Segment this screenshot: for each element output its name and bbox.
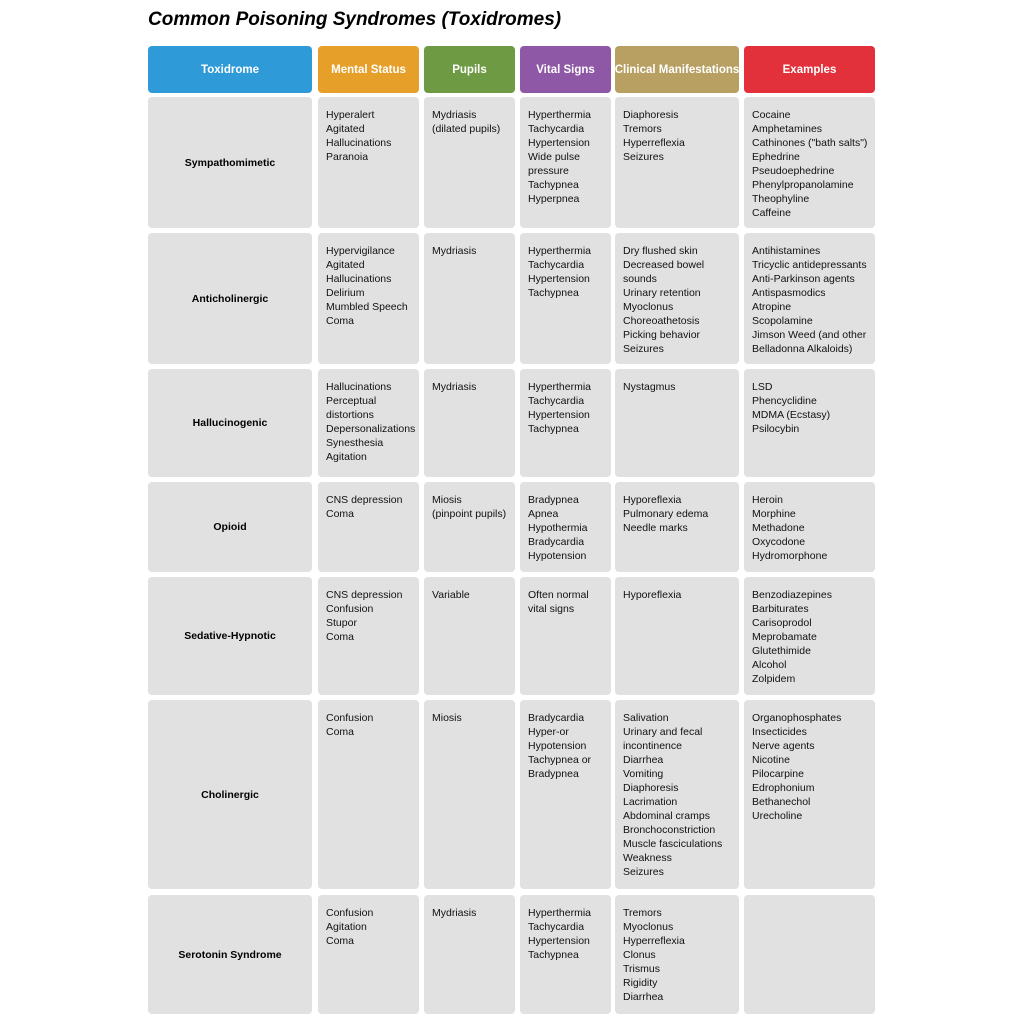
cell-line: Hypertension	[528, 409, 590, 421]
mental-status-cell	[318, 369, 419, 477]
cell-line: Vomiting	[623, 768, 664, 780]
mental-status-cell	[318, 233, 419, 364]
cell-line: Hallucinations	[326, 381, 392, 393]
cell-line: CNS depression	[326, 589, 403, 601]
cell-line: Abdominal cramps	[623, 810, 710, 822]
cell-line: distortions	[326, 409, 374, 421]
clinical-manifestations-cell	[615, 369, 739, 477]
cell-line: LSD	[752, 381, 773, 393]
cell-line: Tachycardia	[528, 259, 585, 271]
cell-line: Tricyclic antidepressants	[752, 259, 867, 271]
vital-signs-cell	[520, 482, 611, 572]
pupils-cell	[424, 482, 515, 572]
cell-line: Tachycardia	[528, 921, 585, 933]
cell-line: Miosis	[432, 494, 462, 506]
cell-line: Delirium	[326, 287, 365, 299]
cell-line: Hypertension	[528, 137, 590, 149]
header-toxidrome: Toxidrome	[148, 46, 312, 93]
cell-line: Depersonalizations	[326, 423, 416, 435]
cell-line: Hyperthermia	[528, 907, 592, 919]
cell-line: Hyperreflexia	[623, 935, 685, 947]
cell-line: Tachypnea	[528, 287, 579, 299]
pupils-cell	[424, 97, 515, 228]
row-label-sympathomimetic: Sympathomimetic	[148, 97, 312, 228]
cell-line: Bronchoconstriction	[623, 824, 716, 836]
cell-line: Hyporeflexia	[623, 589, 682, 601]
cell-line: Diarrhea	[623, 754, 664, 766]
cell-line: Rigidity	[623, 977, 658, 989]
cell-line: Trismus	[623, 963, 660, 975]
mental-status-cell	[318, 700, 419, 889]
cell-line: Antispasmodics	[752, 287, 826, 299]
cell-line: Synesthesia	[326, 437, 384, 449]
cell-line: Belladonna Alkaloids)	[752, 343, 853, 355]
cell-line: (pinpoint pupils)	[432, 508, 507, 520]
cell-line: Tachypnea	[528, 949, 579, 961]
cell-line: Theophyline	[752, 193, 810, 205]
cell-line: Wide pulse	[528, 151, 580, 163]
cell-line: vital signs	[528, 603, 575, 615]
cell-line: sounds	[623, 273, 657, 285]
cell-line: Atropine	[752, 301, 792, 313]
cell-line: Edrophonium	[752, 782, 815, 794]
cell-line: Confusion	[326, 712, 374, 724]
cell-line: Pilocarpine	[752, 768, 804, 780]
header-mental-status: Mental Status	[318, 46, 419, 93]
cell-line: Hydromorphone	[752, 550, 828, 562]
cell-line: Hypotension	[528, 740, 587, 752]
cell-line: Coma	[326, 631, 355, 643]
clinical-manifestations-cell	[615, 700, 739, 889]
cell-line: Glutethimide	[752, 645, 811, 657]
cell-line: Bethanechol	[752, 796, 811, 808]
examples-cell	[744, 97, 875, 228]
cell-line: Weakness	[623, 852, 672, 864]
cell-line: Mydriasis	[432, 907, 477, 919]
cell-line: Seizures	[623, 343, 664, 355]
cell-line: Antihistamines	[752, 245, 821, 257]
cell-line: Anti-Parkinson agents	[752, 273, 855, 285]
cell-line: Heroin	[752, 494, 783, 506]
vital-signs-cell	[520, 895, 611, 1014]
header-examples: Examples	[744, 46, 875, 93]
cell-line: Confusion	[326, 907, 374, 919]
cell-line: Hyperreflexia	[623, 137, 685, 149]
cell-line: Seizures	[623, 866, 664, 878]
clinical-manifestations-cell	[615, 895, 739, 1014]
cell-line: Coma	[326, 935, 355, 947]
cell-line: Cocaine	[752, 109, 791, 121]
header-vital-signs: Vital Signs	[520, 46, 611, 93]
cell-line: Insecticides	[752, 726, 807, 738]
cell-line: Mydriasis	[432, 245, 477, 257]
clinical-manifestations-cell	[615, 233, 739, 364]
cell-line: Mydriasis	[432, 381, 477, 393]
vital-signs-cell	[520, 97, 611, 228]
cell-line: Often normal	[528, 589, 589, 601]
mental-status-cell	[318, 895, 419, 1014]
cell-line: Myoclonus	[623, 301, 674, 313]
vital-signs-cell	[520, 369, 611, 477]
row-label-opioid: Opioid	[148, 482, 312, 572]
cell-line: Diaphoresis	[623, 782, 679, 794]
cell-line: Coma	[326, 726, 355, 738]
mental-status-cell	[318, 577, 419, 695]
cell-line: Morphine	[752, 508, 796, 520]
cell-line: Salivation	[623, 712, 669, 724]
cell-line: Miosis	[432, 712, 462, 724]
cell-line: Coma	[326, 315, 355, 327]
cell-line: Perceptual	[326, 395, 377, 407]
cell-line: Muscle fasciculations	[623, 838, 723, 850]
cell-line: Agitation	[326, 921, 367, 933]
clinical-manifestations-cell	[615, 97, 739, 228]
cell-line: Hypertension	[528, 935, 590, 947]
cell-line: Hallucinations	[326, 273, 392, 285]
cell-line: Mumbled Speech	[326, 301, 408, 313]
cell-line: Ephedrine	[752, 151, 800, 163]
page-title: Common Poisoning Syndromes (Toxidromes)	[148, 9, 562, 30]
cell-line: Choreoathetosis	[623, 315, 700, 327]
cell-line: Tachypnea	[528, 423, 579, 435]
clinical-manifestations-cell	[615, 482, 739, 572]
cell-line: Nystagmus	[623, 381, 676, 393]
row-label-sedative-hypnotic: Sedative-Hypnotic	[148, 577, 312, 695]
cell-line: Hypertension	[528, 273, 590, 285]
row-label-cholinergic: Cholinergic	[148, 700, 312, 889]
cell-line: Variable	[432, 589, 470, 601]
cell-line: Hypotension	[528, 550, 587, 562]
cell-line: CNS depression	[326, 494, 403, 506]
cell-line: Decreased bowel	[623, 259, 705, 271]
cell-line: Agitated	[326, 123, 365, 135]
cell-line: pressure	[528, 165, 569, 177]
vital-signs-cell	[520, 577, 611, 695]
cell-line: Confusion	[326, 603, 374, 615]
cell-line: Hyperalert	[326, 109, 375, 121]
cell-line: Agitated	[326, 259, 365, 271]
cell-line: Hyporeflexia	[623, 494, 682, 506]
cell-line: Nicotine	[752, 754, 790, 766]
mental-status-cell	[318, 97, 419, 228]
pupils-cell	[424, 700, 515, 889]
cell-line: Picking behavior	[623, 329, 701, 341]
cell-line: Diarrhea	[623, 991, 664, 1003]
row-label-hallucinogenic: Hallucinogenic	[148, 369, 312, 477]
cell-line: Tremors	[623, 907, 662, 919]
cell-line: Apnea	[528, 508, 559, 520]
cell-line: Tachypnea or	[528, 754, 592, 766]
vital-signs-cell	[520, 233, 611, 364]
cell-line: Hyperthermia	[528, 109, 592, 121]
cell-line: Tachypnea	[528, 179, 579, 191]
cell-line: Phencyclidine	[752, 395, 817, 407]
cell-line: Scopolamine	[752, 315, 813, 327]
cell-line: Phenylpropanolamine	[752, 179, 854, 191]
cell-line: Nerve agents	[752, 740, 815, 752]
examples-cell	[744, 369, 875, 477]
cell-line: Seizures	[623, 151, 664, 163]
pupils-cell	[424, 233, 515, 364]
cell-line: Bradypnea	[528, 494, 579, 506]
examples-cell	[744, 233, 875, 364]
cell-line: Tachycardia	[528, 123, 585, 135]
cell-line: Clonus	[623, 949, 656, 961]
cell-line: Urinary and fecal	[623, 726, 703, 738]
cell-line: Bradypnea	[528, 768, 579, 780]
cell-line: Amphetamines	[752, 123, 823, 135]
header-pupils: Pupils	[424, 46, 515, 93]
cell-line: Caffeine	[752, 207, 791, 219]
cell-line: Benzodiazepines	[752, 589, 832, 601]
cell-line: Hyperpnea	[528, 193, 580, 205]
cell-line: Oxycodone	[752, 536, 806, 548]
cell-line: Pulmonary edema	[623, 508, 709, 520]
cell-line: Tremors	[623, 123, 662, 135]
row-label-serotonin-syndrome: Serotonin Syndrome	[148, 895, 312, 1014]
cell-line: Psilocybin	[752, 423, 800, 435]
cell-line: Methadone	[752, 522, 805, 534]
cell-line: Meprobamate	[752, 631, 817, 643]
cell-line: Urecholine	[752, 810, 803, 822]
cell-line: Hyper-or	[528, 726, 569, 738]
cell-line: Urinary retention	[623, 287, 701, 299]
cell-line: (dilated pupils)	[432, 123, 501, 135]
examples-cell	[744, 700, 875, 889]
cell-line: MDMA (Ecstasy)	[752, 409, 831, 421]
cell-line: Mydriasis	[432, 109, 477, 121]
row-label-anticholinergic: Anticholinergic	[148, 233, 312, 364]
cell-line: Tachycardia	[528, 395, 585, 407]
examples-cell	[744, 895, 875, 1014]
vital-signs-cell	[520, 700, 611, 889]
cell-line: incontinence	[623, 740, 682, 752]
clinical-manifestations-cell	[615, 577, 739, 695]
cell-line: Bradycardia	[528, 712, 585, 724]
pupils-cell	[424, 577, 515, 695]
examples-cell	[744, 482, 875, 572]
cell-line: Hyperthermia	[528, 381, 592, 393]
cell-line: Alcohol	[752, 659, 787, 671]
pupils-cell	[424, 895, 515, 1014]
cell-line: Carisoprodol	[752, 617, 812, 629]
cell-line: Hypothermia	[528, 522, 588, 534]
header-clinical-manifestations: Clinical Manifestations	[615, 46, 739, 93]
cell-line: Pseudoephedrine	[752, 165, 835, 177]
cell-line: Bradycardia	[528, 536, 585, 548]
cell-line: Paranoia	[326, 151, 369, 163]
cell-line: Lacrimation	[623, 796, 678, 808]
cell-line: Cathinones ("bath salts")	[752, 137, 868, 149]
cell-line: Hypervigilance	[326, 245, 395, 257]
cell-line: Diaphoresis	[623, 109, 679, 121]
cell-line: Zolpidem	[752, 673, 796, 685]
cell-line: Dry flushed skin	[623, 245, 698, 257]
cell-line: Barbiturates	[752, 603, 809, 615]
examples-cell	[744, 577, 875, 695]
pupils-cell	[424, 369, 515, 477]
cell-line: Hallucinations	[326, 137, 392, 149]
cell-line: Coma	[326, 508, 355, 520]
cell-line: Organophosphates	[752, 712, 842, 724]
cell-line: Hyperthermia	[528, 245, 592, 257]
cell-line: Agitation	[326, 451, 367, 463]
cell-line: Needle marks	[623, 522, 688, 534]
cell-line: Jimson Weed (and other	[752, 329, 867, 341]
cell-line: Stupor	[326, 617, 357, 629]
cell-line: Myoclonus	[623, 921, 674, 933]
mental-status-cell	[318, 482, 419, 572]
